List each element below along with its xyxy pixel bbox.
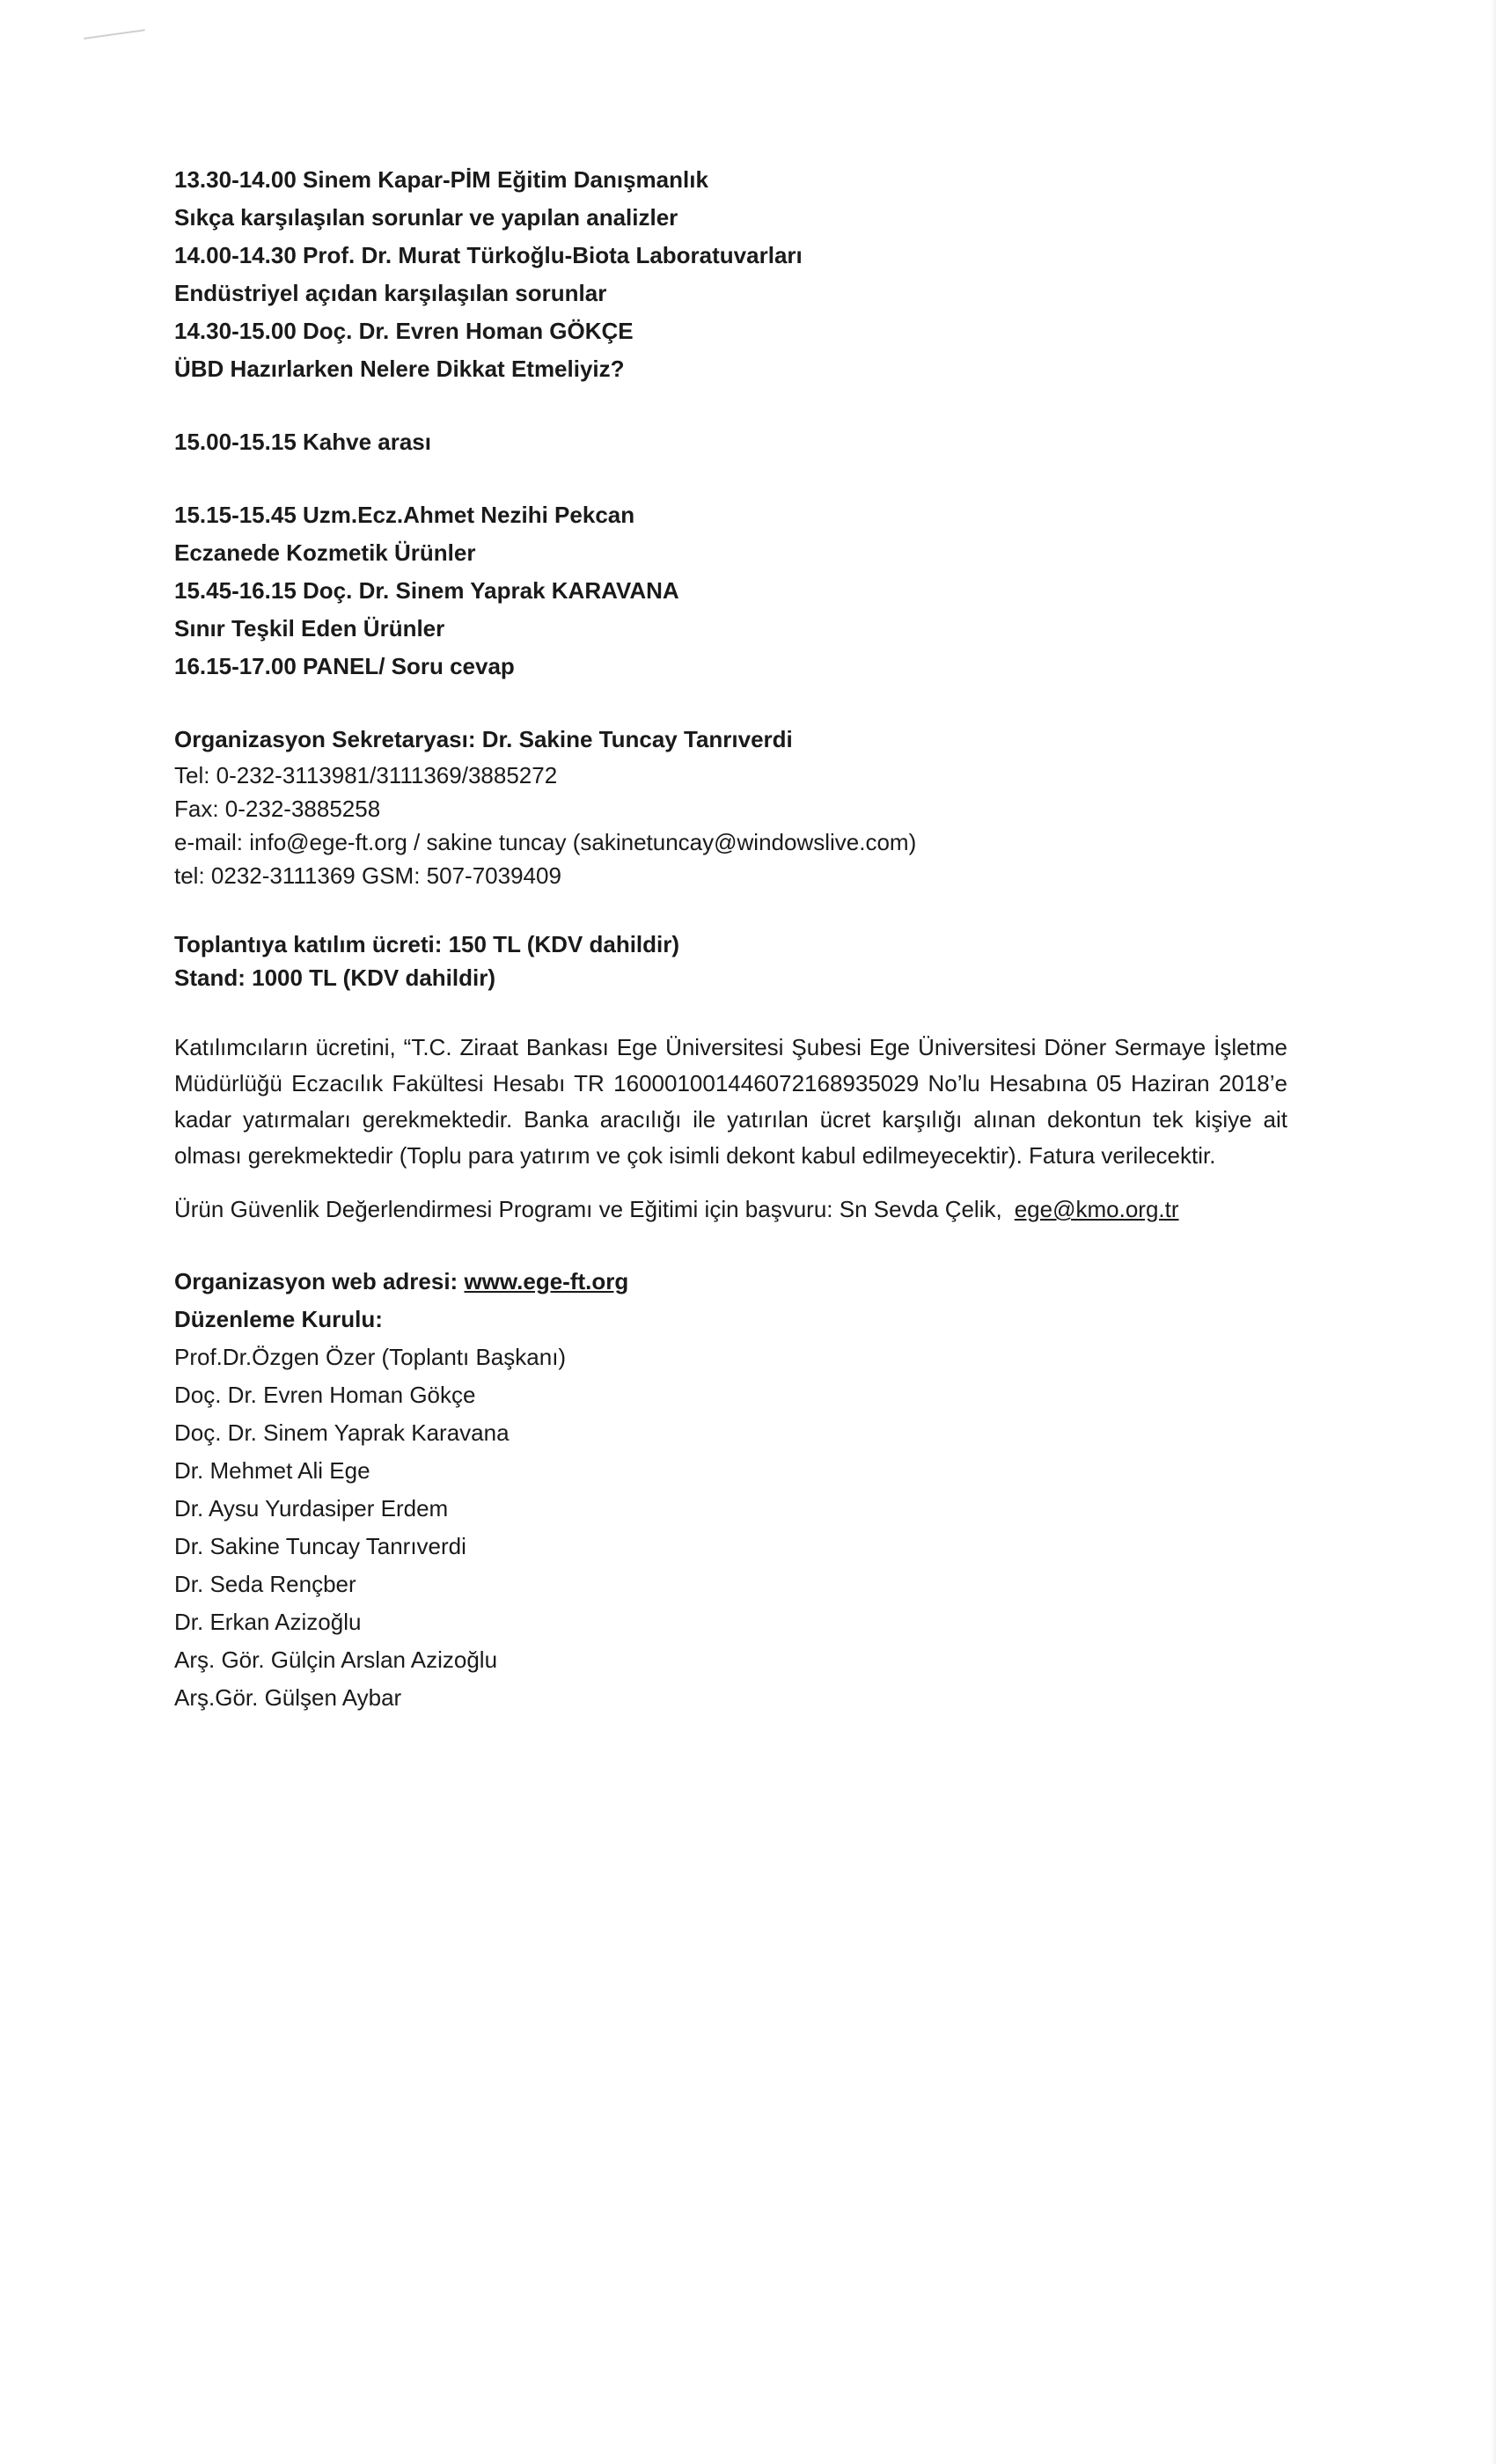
committee-title: Düzenleme Kurulu: — [174, 1306, 383, 1332]
payment-paragraph: Katılımcıların ücretini, “T.C. Ziraat Bankası Ege Üniversitesi Şubesi Ege Üniversitesi Döner Sermaye İşletme Müdürlüğü Eczacılık Fakültesi Hesabı TR 160001001446072168935029 No’lu Hesabına 05 Haziran 2018’e kadar yatırmaları gerekmektedir. Banka aracılığı ile yatırılan ücret karşılığı alınan dekontun tek kişiye ait olması gerekmektedir (Toplu para yatırım ve çok isimli dekont kabul edilmeyecektir). Fatura verilecektir. — [174, 1034, 1287, 1169]
secretariat-fax: Fax: 0-232-3885258 — [174, 796, 381, 822]
session-subtitle: Sıkça karşılaşılan sorunlar ve yapılan analizler — [174, 204, 678, 231]
session-subtitle: ÜBD Hazırlarken Nelere Dikkat Etmeliyiz? — [174, 356, 625, 382]
secretariat-gsm: tel: 0232-3111369 GSM: 507-7039409 — [174, 862, 561, 889]
spacer — [174, 686, 1287, 721]
secretariat-email: e-mail: info@ege-ft.org / sakine tuncay (sakinetuncay@windowslive.com) — [174, 829, 917, 855]
web-address-line — [174, 1263, 1287, 1301]
session-subtitle: Sınır Teşkil Eden Ürünler — [174, 615, 445, 642]
application-line — [174, 1192, 1287, 1228]
application-text: Ürün Güvenlik Değerlendirmesi Programı ve Eğitimi için başvuru: Sn Sevda Çelik, — [174, 1196, 1002, 1222]
spacer — [174, 892, 1287, 928]
scan-edge — [1491, 0, 1496, 2464]
panel-session: 16.15-17.00 PANEL/ Soru cevap — [174, 653, 515, 679]
committee-member: Dr. Seda Rençber — [174, 1571, 356, 1597]
spacer — [174, 461, 1287, 496]
document-content — [174, 161, 1287, 1717]
secretariat-tel: Tel: 0-232-3113981/3111369/3885272 — [174, 762, 558, 788]
committee-member: Dr. Aysu Yurdasiper Erdem — [174, 1495, 449, 1522]
spacer — [174, 388, 1287, 423]
web-address-label: Organizasyon web adresi: — [174, 1268, 458, 1294]
committee-member: Dr. Sakine Tuncay Tanrıverdi — [174, 1533, 466, 1559]
committee-member: Prof.Dr.Özgen Özer (Toplantı Başkanı) — [174, 1344, 567, 1370]
secretariat-section — [174, 721, 1287, 892]
stand-fee: Stand: 1000 TL (KDV dahildir) — [174, 964, 496, 991]
session-title: 14.30-15.00 Doç. Dr. Evren Homan GÖKÇE — [174, 318, 634, 344]
application-email-link[interactable]: ege@kmo.org.tr — [1014, 1196, 1179, 1222]
scan-artifact — [84, 29, 145, 40]
session-title: 15.45-16.15 Doç. Dr. Sinem Yaprak KARAVANA — [174, 577, 679, 604]
program-section-2 — [174, 496, 1287, 686]
spacer — [174, 1174, 1287, 1192]
spacer — [174, 1228, 1287, 1263]
web-address-link[interactable]: www.ege-ft.org — [464, 1268, 629, 1294]
committee-member: Doç. Dr. Evren Homan Gökçe — [174, 1382, 476, 1408]
committee-member: Arş.Gör. Gülşen Aybar — [174, 1684, 402, 1711]
session-title: 15.15-15.45 Uzm.Ecz.Ahmet Nezihi Pekcan — [174, 502, 635, 528]
fees-section — [174, 928, 1287, 994]
committee-member: Doç. Dr. Sinem Yaprak Karavana — [174, 1419, 510, 1446]
participation-fee: Toplantıya katılım ücreti: 150 TL (KDV dahildir) — [174, 931, 680, 957]
committee-member: Dr. Erkan Azizoğlu — [174, 1609, 362, 1635]
coffee-break: 15.00-15.15 Kahve arası — [174, 429, 431, 455]
committee-member: Dr. Mehmet Ali Ege — [174, 1457, 370, 1484]
program-section — [174, 161, 1287, 388]
spacer — [174, 994, 1287, 1030]
session-title: 14.00-14.30 Prof. Dr. Murat Türkoğlu-Biota Laboratuvarları — [174, 242, 803, 268]
session-subtitle: Endüstriyel açıdan karşılaşılan sorunlar — [174, 280, 607, 306]
session-title: 13.30-14.00 Sinem Kapar-PİM Eğitim Danışmanlık — [174, 166, 708, 193]
committee-member: Arş. Gör. Gülçin Arslan Azizoğlu — [174, 1646, 498, 1673]
secretariat-title: Organizasyon Sekretaryası: Dr. Sakine Tuncay Tanrıverdi — [174, 726, 793, 752]
committee-section — [174, 1301, 1287, 1717]
session-subtitle: Eczanede Kozmetik Ürünler — [174, 539, 476, 566]
